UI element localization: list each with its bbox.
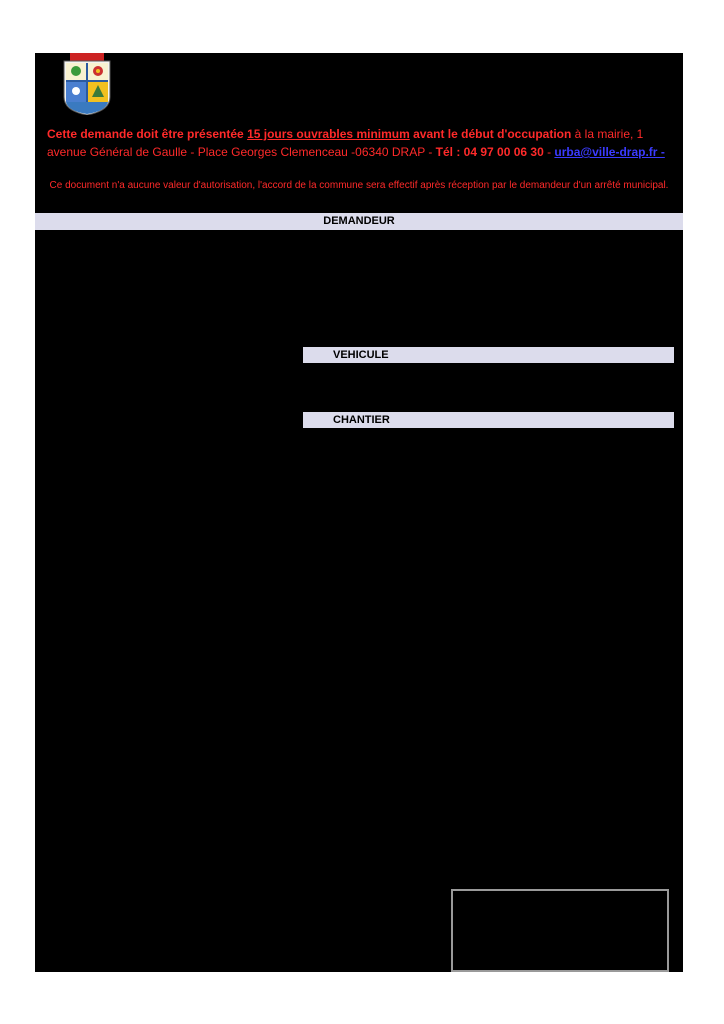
notice-address: à la mairie, 1 avenue Général de Gaulle - Place Georges Clemenceau -06340 DRAP - [47,127,644,159]
section-chantier: CHANTIER [303,412,674,428]
notice-bold-start: Cette demande doit être présentée [47,127,248,141]
town-crest-logo [62,53,112,115]
notice-email-link[interactable]: urba@ville-drap.fr [554,145,658,159]
section-demandeur: DEMANDEUR [35,213,683,230]
submission-notice [47,125,675,161]
notice-end: - [657,145,665,159]
notice-separator: - [543,145,555,159]
notice-deadline: 15 jours ouvrables minimum [247,127,410,141]
form-page [35,53,683,972]
disclaimer-text: Ce document n'a aucune valeur d'autorisation, l'accord de la commune sera effectif après réception par le demandeur d'un arrêté municipal. [49,180,669,191]
section-vehicule: VEHICULE [303,347,674,363]
signature-stamp-box[interactable] [451,889,669,972]
notice-bold-middle: avant le début d'occupation [409,127,572,141]
notice-phone: Tél : 04 97 00 06 30 [435,145,544,159]
